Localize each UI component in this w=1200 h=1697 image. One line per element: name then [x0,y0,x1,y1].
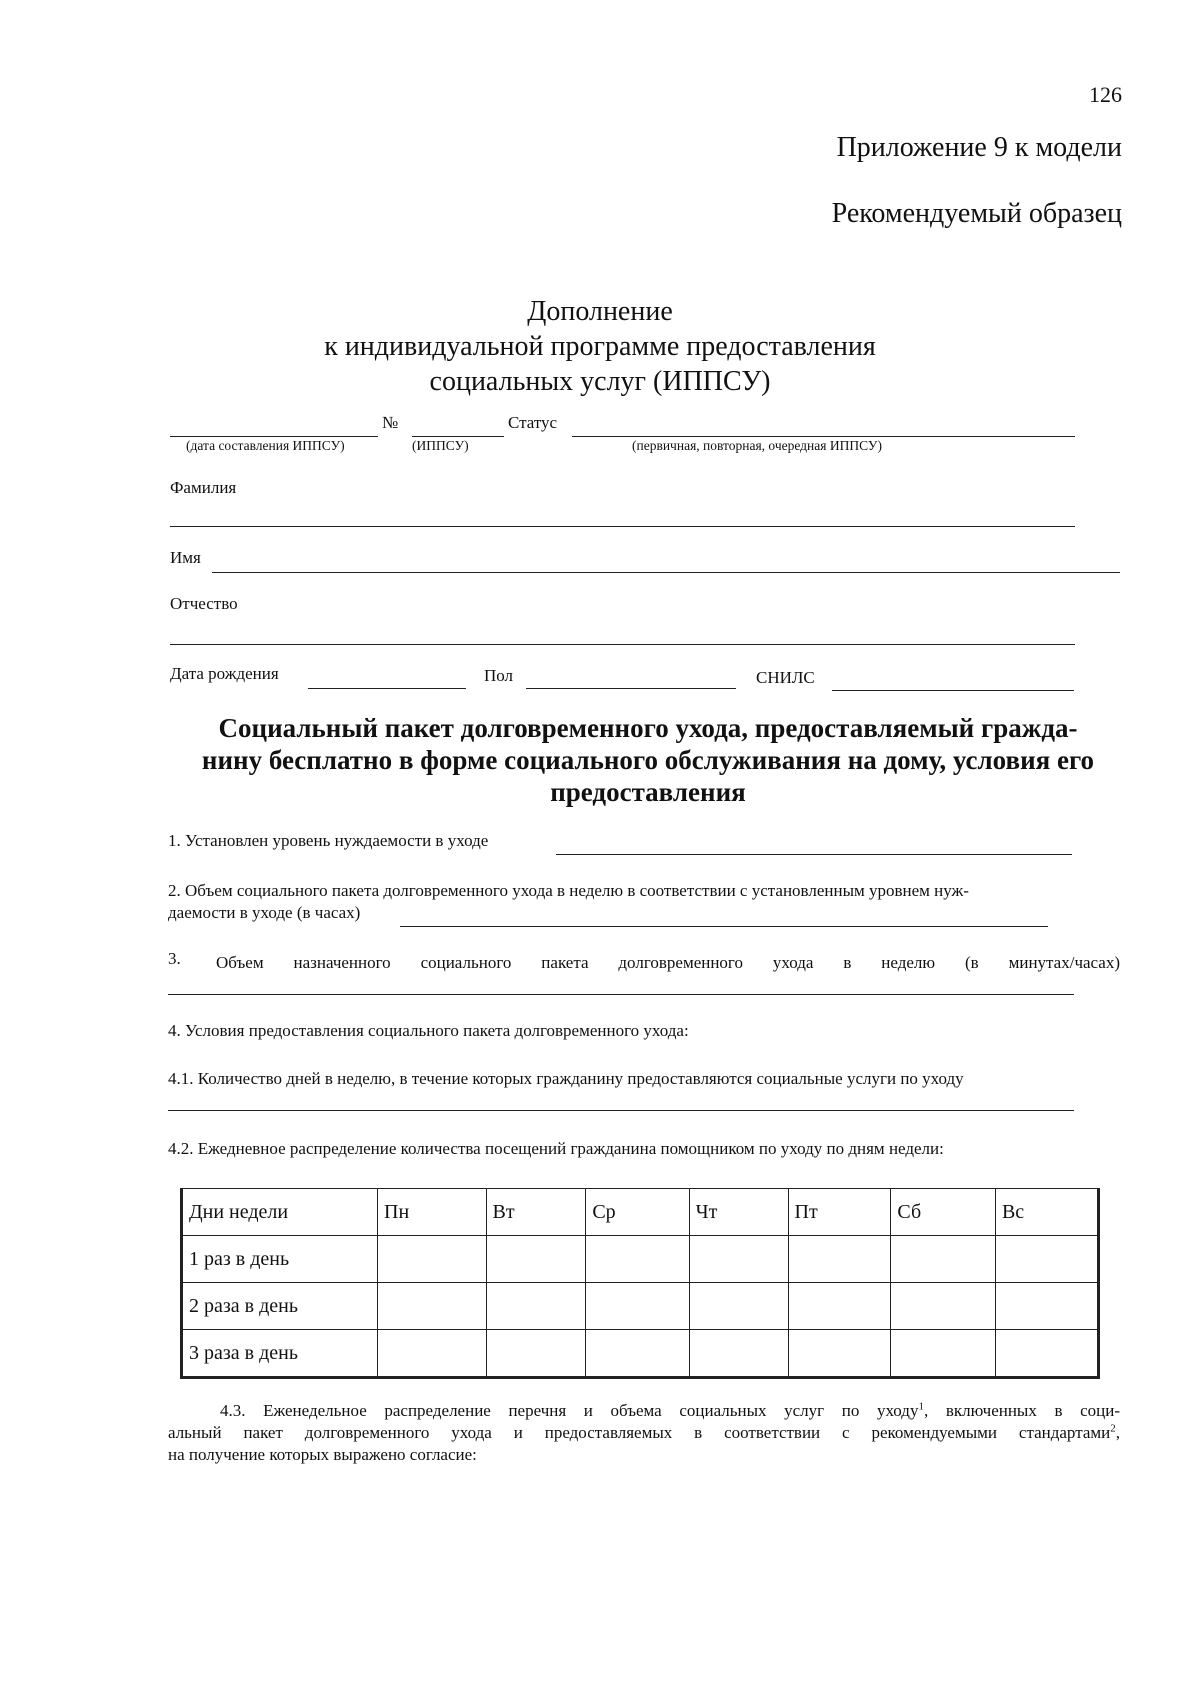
table-header-row [182,1189,1099,1236]
number-hint: (ИППСУ) [412,438,469,453]
table-cell[interactable] [788,1283,891,1330]
table-cell[interactable] [586,1283,689,1330]
item-4-3-part: альный пакет долговременного ухода и предоставляемых в соответствии с рекомендуемыми стандартами [168,1423,1111,1442]
need-level-field[interactable] [556,834,1072,855]
item-4-3-part: , включенных в соци- [923,1401,1120,1420]
item-4-3-part: 4.3. Еженедельное распределение перечня и объема социальных услуг по уходу [220,1401,919,1420]
snils-field[interactable] [832,670,1074,691]
table-row-label: 3 раза в день [182,1330,378,1378]
table-header-cell: Пн [378,1189,487,1236]
table-row [182,1330,1099,1378]
item-4-3-text [168,1400,1120,1466]
snils-label: СНИЛС [756,668,815,687]
date-field[interactable] [170,418,378,437]
table-cell[interactable] [378,1283,487,1330]
table-cell[interactable] [486,1330,586,1378]
item-3-number: 3. [168,949,181,968]
table-cell[interactable] [486,1283,586,1330]
table-header-cell: Вс [995,1189,1098,1236]
footnote-ref-2[interactable]: 2 [1110,1422,1116,1435]
assigned-volume-field[interactable] [168,974,1074,995]
table-cell[interactable] [891,1283,996,1330]
table-cell[interactable] [891,1236,996,1283]
section-heading-line-2: нину бесплатно в форме социального обслуживания на дому, условия его [201,745,1095,775]
table-header-cell: Вт [486,1189,586,1236]
package-volume-field[interactable] [400,906,1048,927]
table-row [182,1283,1099,1330]
table-cell[interactable] [486,1236,586,1283]
sex-field[interactable] [526,668,736,689]
table-header-cell: Сб [891,1189,996,1236]
table-cell[interactable] [586,1330,689,1378]
item-4-label: 4. Условия предоставления социального пакета долговременного ухода: [168,1021,689,1040]
item-4-1-text: 4.1. Количество дней в неделю, в течение которых гражданину предоставляются социальные услуги по уходу [168,1069,964,1088]
birthdate-field[interactable] [308,668,466,689]
page-number: 126 [1089,82,1122,107]
patronymic-field[interactable] [170,626,1075,645]
table-cell[interactable] [995,1236,1098,1283]
table-row [182,1236,1099,1283]
title-line-2: к индивидуальной программе предоставления [324,331,876,362]
status-field[interactable] [572,418,1075,437]
patronymic-label: Отчество [170,594,238,613]
table-cell[interactable] [995,1330,1098,1378]
surname-field[interactable] [170,508,1075,527]
status-label: Статус [508,413,558,432]
item-3-text: Объем назначенного социального пакета долговременного ухода в неделю (в минутах/часах) [216,953,1120,972]
surname-label: Фамилия [170,478,237,497]
table-header-cell: Ср [586,1189,689,1236]
table-cell[interactable] [995,1283,1098,1330]
appendix-title: Приложение 9 к модели [836,132,1122,163]
table-row-label: 2 раза в день [182,1283,378,1330]
table-cell[interactable] [378,1236,487,1283]
table-cell[interactable] [378,1330,487,1378]
table-header-cell: Чт [689,1189,788,1236]
status-hint: (первичная, повторная, очередная ИППСУ) [632,438,882,453]
item-1-label: 1. Установлен уровень нуждаемости в уходе [168,831,489,850]
section-heading-line-1: Социальный пакет долговременного ухода, предоставляемый гражда- [218,713,1078,743]
number-sign: № [382,413,399,432]
item-4-3-line-3: на получение которых выражено согласие: [168,1445,477,1464]
document-title [0,294,1200,399]
item-2-line-2: даемости в уходе (в часах) [168,903,361,922]
table-cell[interactable] [891,1330,996,1378]
table-cell[interactable] [689,1236,788,1283]
table-row-label: 1 раз в день [182,1236,378,1283]
name-field[interactable] [212,552,1120,573]
footnote-ref-1[interactable]: 1 [918,1400,924,1413]
item-4-3-line-1 [168,1400,1120,1422]
name-label: Имя [170,548,201,567]
date-hint: (дата составления ИППСУ) [186,438,345,453]
section-heading-line-3: предоставления [550,777,746,807]
title-line-3: социальных услуг (ИППСУ) [429,366,771,397]
weekly-visits-table [180,1188,1100,1379]
item-4-3-part: , [1115,1423,1120,1442]
item-4-3-line-2 [168,1422,1120,1444]
title-line-1: Дополнение [527,296,673,327]
item-2-line-1: 2. Объем социального пакета долговременного ухода в неделю в соответствии с установленным уровнем нуж- [168,881,969,900]
item-4-2-text: 4.2. Ежедневное распределение количества посещений гражданина помощником по уходу по дням недели: [168,1139,944,1158]
section-heading [168,712,1128,808]
number-field[interactable] [412,418,504,437]
table-cell[interactable] [788,1236,891,1283]
sex-label: Пол [484,666,514,685]
table-cell[interactable] [586,1236,689,1283]
days-per-week-field[interactable] [168,1090,1074,1111]
sample-label: Рекомендуемый образец [831,198,1122,229]
table-header-cell: Пт [788,1189,891,1236]
table-cell[interactable] [689,1330,788,1378]
table-header-cell: Дни недели [182,1189,378,1236]
birthdate-label: Дата рождения [170,664,279,683]
table-cell[interactable] [788,1330,891,1378]
table-cell[interactable] [689,1283,788,1330]
